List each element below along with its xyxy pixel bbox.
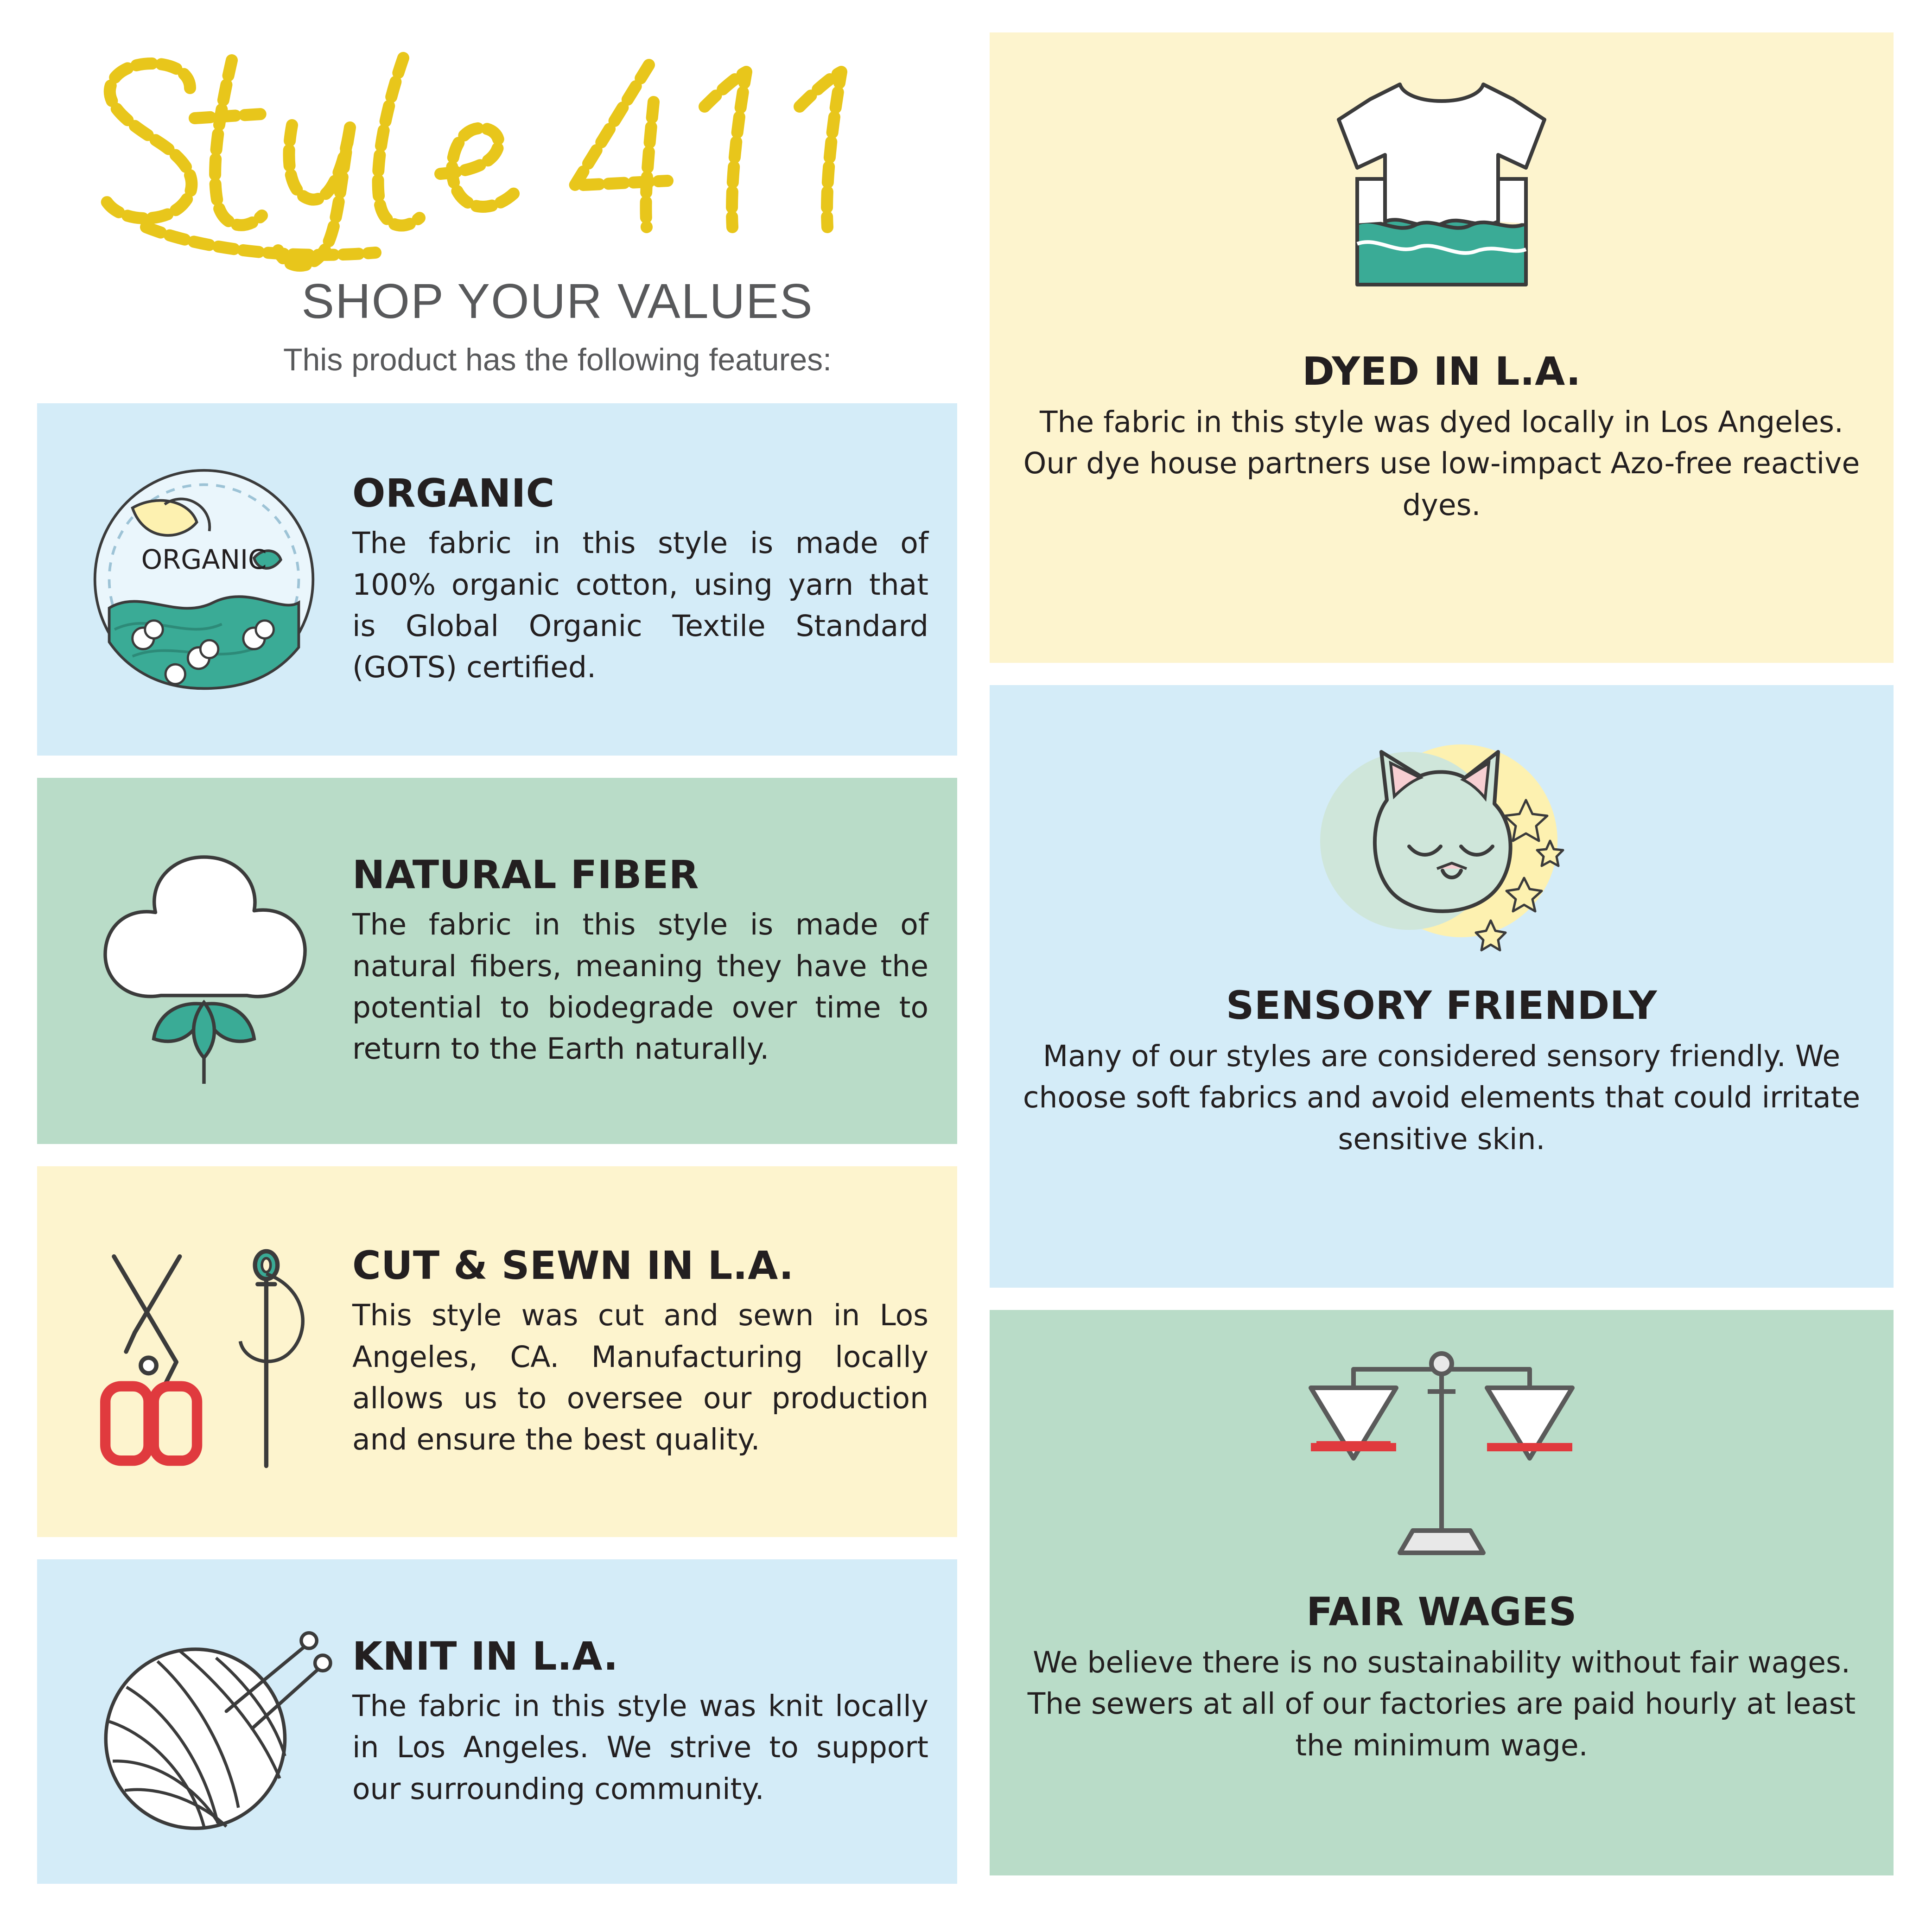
card-dyed-in-la <box>990 32 1894 663</box>
card-text <box>352 1243 928 1461</box>
card-title: ORGANIC <box>352 470 555 516</box>
card-title: CUT & SEWN IN L.A. <box>352 1243 794 1289</box>
balance-scale-icon <box>1022 1336 1861 1577</box>
yarn-ball-icon <box>56 1601 352 1842</box>
card-body: The fabric in this style was dyed locally in Los Angeles. Our dye house partners use low-impact Azo-free reactive dyes. <box>1023 405 1860 522</box>
card-body: The fabric in this style is made of 100% organic cotton, using yarn that is Global Organic Textile Standard (GOTS) certified. <box>352 526 928 685</box>
card-cut-and-sewn-in-la <box>37 1166 957 1537</box>
card-body: This style was cut and sewn in Los Angeles, CA. Manufacturing locally allows us to oversee our production and ensure the best quality. <box>352 1298 928 1457</box>
organic-badge-label: ORGANIC <box>141 543 267 575</box>
cotton-boll-icon <box>56 831 352 1091</box>
header <box>37 32 957 403</box>
organic-field-icon <box>56 454 352 705</box>
card-natural-fiber <box>37 778 957 1144</box>
card-title: KNIT IN L.A. <box>352 1633 618 1679</box>
card-body: The fabric in this style is made of natural fibers, meaning they have the potential to biodegrade over time to return to the Earth naturally. <box>352 908 928 1066</box>
script-logo <box>51 32 957 292</box>
card-text <box>352 470 928 688</box>
page-subtitle: SHOP YOUR VALUES <box>301 274 813 329</box>
card-body: Many of our styles are considered sensory friendly. We choose soft fabrics and avoid elements that could irritate sensitive skin. <box>1023 1039 1861 1156</box>
page-tagline: This product has the following features: <box>283 342 832 377</box>
right-column <box>990 32 1894 1898</box>
card-knit-in-la <box>37 1559 957 1884</box>
card-title: DYED IN L.A. <box>1302 349 1581 394</box>
scissors-and-needle-icon <box>56 1222 352 1481</box>
card-text <box>352 852 928 1070</box>
left-column <box>37 32 957 1906</box>
sleeping-cat-moon-icon <box>1022 711 1861 971</box>
card-sensory-friendly <box>990 685 1894 1288</box>
two-column-layout <box>37 32 1895 1906</box>
card-body: The fabric in this style was knit locally in Los Angeles. We strive to support our surrounding community. <box>352 1689 928 1806</box>
card-text <box>352 1633 928 1810</box>
card-body: We believe there is no sustainability without fair wages. The sewers at all of our factories are paid hourly at least the minimum wage. <box>1027 1646 1856 1762</box>
card-organic <box>37 403 957 756</box>
card-title: NATURAL FIBER <box>352 852 699 898</box>
dyed-tshirt-icon <box>1022 58 1861 337</box>
card-fair-wages <box>990 1310 1894 1875</box>
card-title: SENSORY FRIENDLY <box>1226 983 1658 1028</box>
card-title: FAIR WAGES <box>1306 1589 1577 1634</box>
